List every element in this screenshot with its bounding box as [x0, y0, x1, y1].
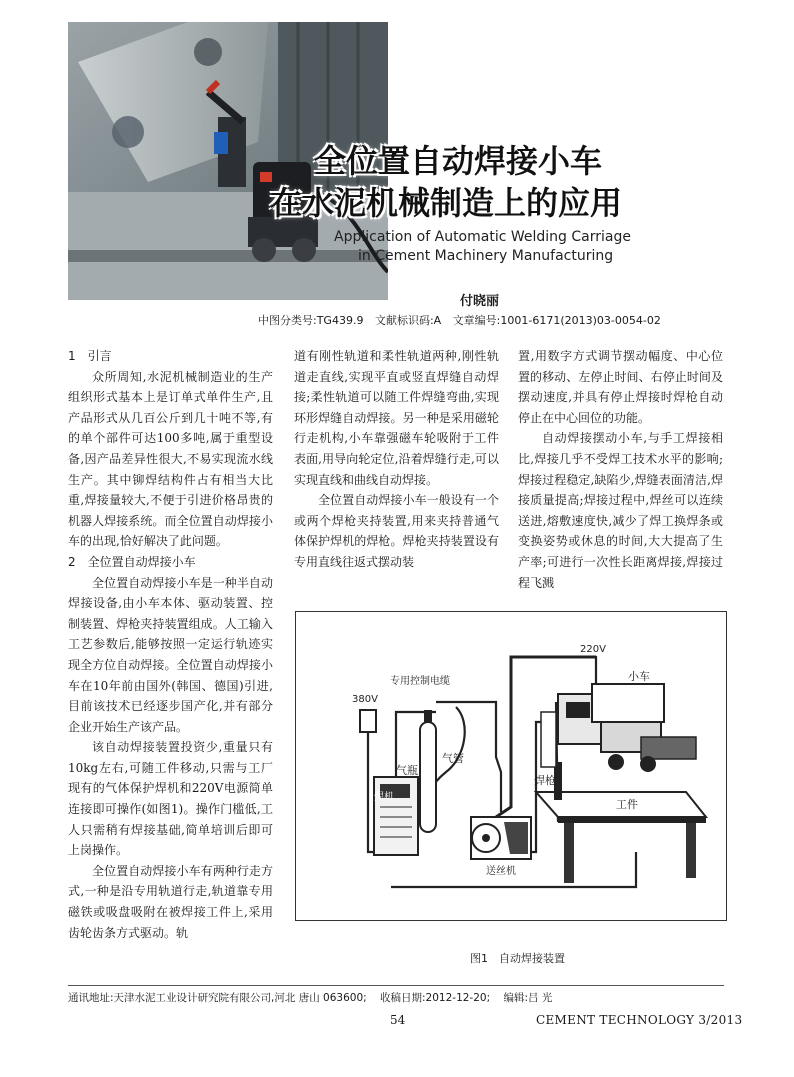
paragraph: 置,用数字方式调节摆动幅度、中心位置的移动、左停止时间、右停止时间及摆动速度,并具有停止焊接时焊枪自动停止在中心回位的功能。: [518, 349, 723, 425]
paragraph: 道有刚性轨道和柔性轨道两种,刚性轨道走直线,实现平直或竖直焊缝自动焊接;柔性轨道可以随工件焊缝弯曲,实现环形焊缝自动焊接。另一种是采用磁轮行走机构,小车靠强磁车轮吸附于工件表面,用导向轮定位,沿着焊缝行走,可以实现直线和曲线自动焊接。: [294, 349, 499, 487]
title-en-line1: Application of Automatic Welding Carriage: [334, 229, 631, 245]
paragraph: 全位置自动焊接小车一般设有一个或两个焊枪夹持装置,用来夹持普通气体保护焊机的焊枪。焊枪夹持装置设有专用直线往返式摆动装: [294, 493, 499, 569]
article-meta: [258, 312, 669, 328]
label-gas-bottle: 气瓶: [396, 764, 418, 777]
author-name: 付晓丽: [460, 294, 500, 309]
section-heading-carriage: 2 全位置自动焊接小车: [68, 554, 196, 569]
label-380v: 380V: [352, 694, 378, 705]
title-en-line2: in Cement Machinery Manufacturing: [358, 248, 614, 264]
author-address: 通讯地址:天津水泥工业设计研究院有限公司,河北 唐山 063600;: [68, 992, 367, 1004]
plug-380v: [360, 710, 376, 732]
figure-1-diagram: [295, 611, 727, 921]
label-torch: 焊枪: [534, 774, 556, 787]
title-cn-line2: 在水泥机械制造上的应用: [270, 184, 623, 222]
editor: 编辑:吕 光: [503, 992, 553, 1004]
welding-setup-diagram: [296, 612, 726, 920]
paragraph: 自动焊接摆动小车,与手工焊接相比,焊接几乎不受焊工技术水平的影响;焊接过程稳定,缺陷少,焊缝表面清洁,焊接质量提高;焊接过程中,焊丝可以连续送进,熔敷速度快,减少了焊工换焊条或变换姿势或休息的时间,大大提高了生产率;可进行一次性长距离焊接,焊接过程飞溅: [518, 431, 723, 590]
received-date: 收稿日期:2012-12-20;: [380, 992, 491, 1004]
classification-number: 中图分类号:TG439.9: [258, 314, 364, 327]
label-wire-feeder: 送丝机: [486, 866, 516, 877]
label-workpiece: 工件: [616, 798, 638, 811]
article-title-block: [270, 140, 730, 266]
column-2: [294, 346, 499, 573]
column-3: [518, 346, 723, 593]
footer-divider: [68, 985, 724, 986]
footnote: [68, 990, 562, 1005]
label-welder: 焊机: [374, 792, 394, 803]
welder-machine: [374, 777, 418, 855]
document-code: 文献标识码:A: [374, 314, 442, 327]
label-cable: 专用控制电缆: [390, 676, 450, 687]
welding-carriage: [541, 684, 696, 772]
column-1: [68, 346, 273, 943]
figure-caption: 图1 自动焊接装置: [470, 952, 565, 965]
paragraph: 众所周知,水泥机械制造业的生产组织形式基本上是订单式单件生产,且产品形式从几百公斤到几十吨不等,有的单个部件可达100多吨,属于重型设备,因产品差异性很大,不易实现流水线生产。其中铆焊结构件占有相当大比重,焊接量较大,不便于引进价格昂贵的机器人焊接系统。而全位置自动焊接小车的出现,恰好解决了此问题。: [68, 369, 273, 549]
gas-bottle: [420, 710, 436, 832]
article-number: 文章编号:1001-6171(2013)03-0054-02: [452, 314, 661, 327]
label-220v: 220V: [580, 644, 606, 655]
label-hose: 气管: [442, 752, 464, 765]
label-carriage: 小车: [628, 670, 650, 683]
page-number: 54: [390, 1013, 406, 1027]
wire-feeder: [471, 817, 531, 859]
section-heading-intro: 1 引言: [68, 349, 112, 363]
paragraph: 该自动焊接装置投资少,重量只有10kg左右,可随工件移动,只需与工厂现有的气体保护焊机和220V电源简单连接即可操作(如图1)。操作门槛低,工人只需稍有焊接基础,简单培训后即可上岗操作。: [68, 740, 273, 858]
paragraph: 全位置自动焊接小车是一种半自动焊接设备,由小车本体、驱动装置、控制装置、焊枪夹持装置组成。人工输入工艺参数后,能够按照一定运行轨迹实现全方位自动焊接。全位置自动焊接小车在10年前由国外(韩国、德国)引进,目前该技术已经逐步国产化,并有部分企业开始生产该产品。: [68, 575, 273, 734]
paragraph: 全位置自动焊接小车有两种行走方式,一种是沿专用轨道行走,轨道靠专用磁铁或吸盘吸附在被焊接工件上,采用齿轮齿条方式驱动。轨: [68, 863, 273, 940]
journal-name: CEMENT TECHNOLOGY 3/2013: [536, 1013, 743, 1027]
title-cn-line1: 全位置自动焊接小车: [314, 142, 603, 180]
